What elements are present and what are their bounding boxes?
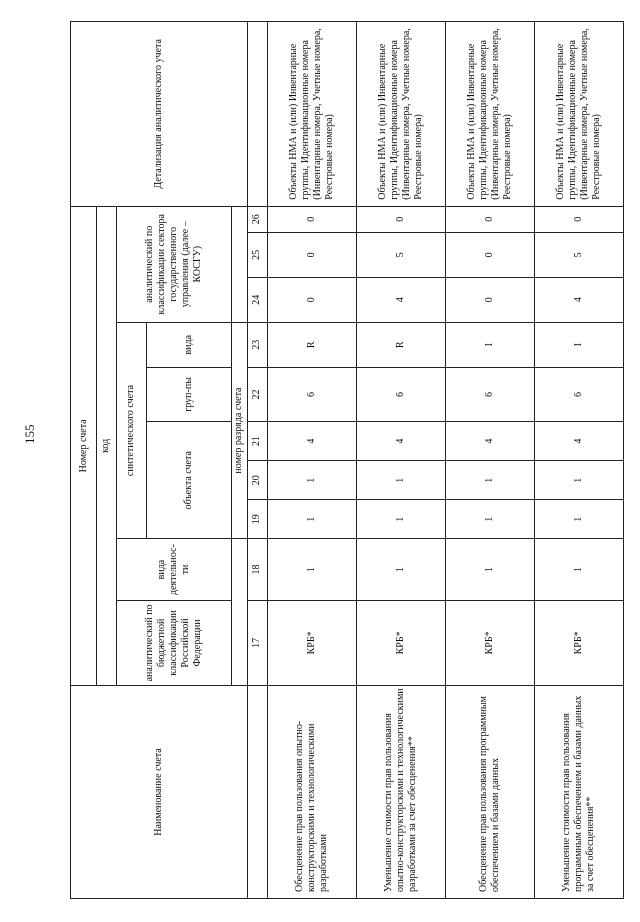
cell: 0: [267, 232, 356, 277]
cell: 0: [267, 277, 356, 322]
row-account-name: Обесценение прав пользования программным обеспечением и базами данных: [445, 686, 534, 899]
row-detail: Объекты НМА и (или) Инвентарные группы, Идентификационные номера (Инвентарные номера, Учетные номера, Реестровые номера): [267, 22, 356, 207]
header-digit-number: номер разряда счета: [231, 322, 247, 539]
cell: 0: [267, 206, 356, 232]
header-group: груп-пы: [147, 367, 232, 421]
cell: 6: [356, 367, 445, 421]
cell: 0: [356, 206, 445, 232]
table-row: [356, 22, 445, 899]
table-row: [267, 22, 356, 899]
table-row: [534, 22, 623, 899]
header-analytic-budget: аналитический по бюджетной классификации Российской Федерации: [116, 600, 231, 685]
col-number: 25: [248, 232, 268, 277]
header-account-number: Номер счета: [71, 206, 97, 685]
header-synthetic: синтетического счета: [116, 322, 146, 539]
cell: 4: [267, 422, 356, 461]
cell: I: [534, 322, 623, 367]
cell: 6: [445, 367, 534, 421]
cell: 5: [534, 232, 623, 277]
cell: 1: [534, 500, 623, 539]
cell: 1: [356, 539, 445, 601]
cell: 4: [534, 277, 623, 322]
col-number: 19: [248, 500, 268, 539]
cell: 4: [356, 277, 445, 322]
cell: 4: [534, 422, 623, 461]
cell: 1: [534, 539, 623, 601]
cell: 6: [267, 367, 356, 421]
cell: 0: [445, 232, 534, 277]
cell: 1: [534, 461, 623, 500]
page-number: 155: [22, 424, 37, 444]
table-row: [445, 22, 534, 899]
col-number: 26: [248, 206, 268, 232]
row-detail: Объекты НМА и (или) Инвентарные группы, Идентификационные номера (Инвентарные номера, Учетные номера, Реестровые номера): [356, 22, 445, 207]
header-kind: вида: [147, 322, 232, 367]
row-account-name: Уменьшение стоимости прав пользования программным обеспечением и базами данных за счет обесценения**: [534, 686, 623, 899]
col-number: 20: [248, 461, 268, 500]
cell: 5: [356, 232, 445, 277]
cell: 4: [356, 422, 445, 461]
cell: I: [445, 322, 534, 367]
cell: R: [356, 322, 445, 367]
row-account-name: Уменьшение стоимости прав пользования опытно-конструкторскими и технологическими разработками за счет обесценения**: [356, 686, 445, 899]
col-number: 23: [248, 322, 268, 367]
col-number: 18: [248, 539, 268, 601]
row-account-name: Обесценение прав пользования опытно-конструкторскими и технологическими разработками: [267, 686, 356, 899]
cell: 1: [267, 539, 356, 601]
cell: 1: [445, 500, 534, 539]
cell: 4: [445, 422, 534, 461]
header-code: код: [97, 206, 117, 685]
row-detail: Объекты НМА и (или) Инвентарные группы, Идентификационные номера (Инвентарные номера, Учетные номера, Реестровые номера): [445, 22, 534, 207]
cell: 0: [534, 206, 623, 232]
cell: КРБ*: [445, 600, 534, 685]
cell: 1: [445, 539, 534, 601]
cell: 0: [445, 206, 534, 232]
header-analytic-kosgu: аналитический по классификации сектора государственного управления (далее – КОСГУ): [116, 206, 231, 322]
cell: 1: [356, 500, 445, 539]
cell: 1: [267, 461, 356, 500]
cell: 1: [356, 461, 445, 500]
accounts-table: [70, 21, 624, 899]
header-analytic-detail: Детализация аналитического учета: [71, 22, 248, 207]
cell: 6: [534, 367, 623, 421]
col-number: 22: [248, 367, 268, 421]
col-number: 17: [248, 600, 268, 685]
row-detail: Объекты НМА и (или) Инвентарные группы, Идентификационные номера (Инвентарные номера, Учетные номера, Реестровые номера): [534, 22, 623, 207]
col-number: 21: [248, 422, 268, 461]
cell: 0: [445, 277, 534, 322]
cell: КРБ*: [267, 600, 356, 685]
header-account-name: Наименование счета: [71, 686, 248, 899]
header-account-object: объекта счета: [147, 422, 232, 539]
cell: R: [267, 322, 356, 367]
cell: 1: [445, 461, 534, 500]
cell: 1: [267, 500, 356, 539]
col-number: 24: [248, 277, 268, 322]
cell: КРБ*: [356, 600, 445, 685]
cell: КРБ*: [534, 600, 623, 685]
header-activity-type: вида деятельнос-ти: [116, 539, 231, 601]
rotated-table-container: [70, 21, 624, 899]
